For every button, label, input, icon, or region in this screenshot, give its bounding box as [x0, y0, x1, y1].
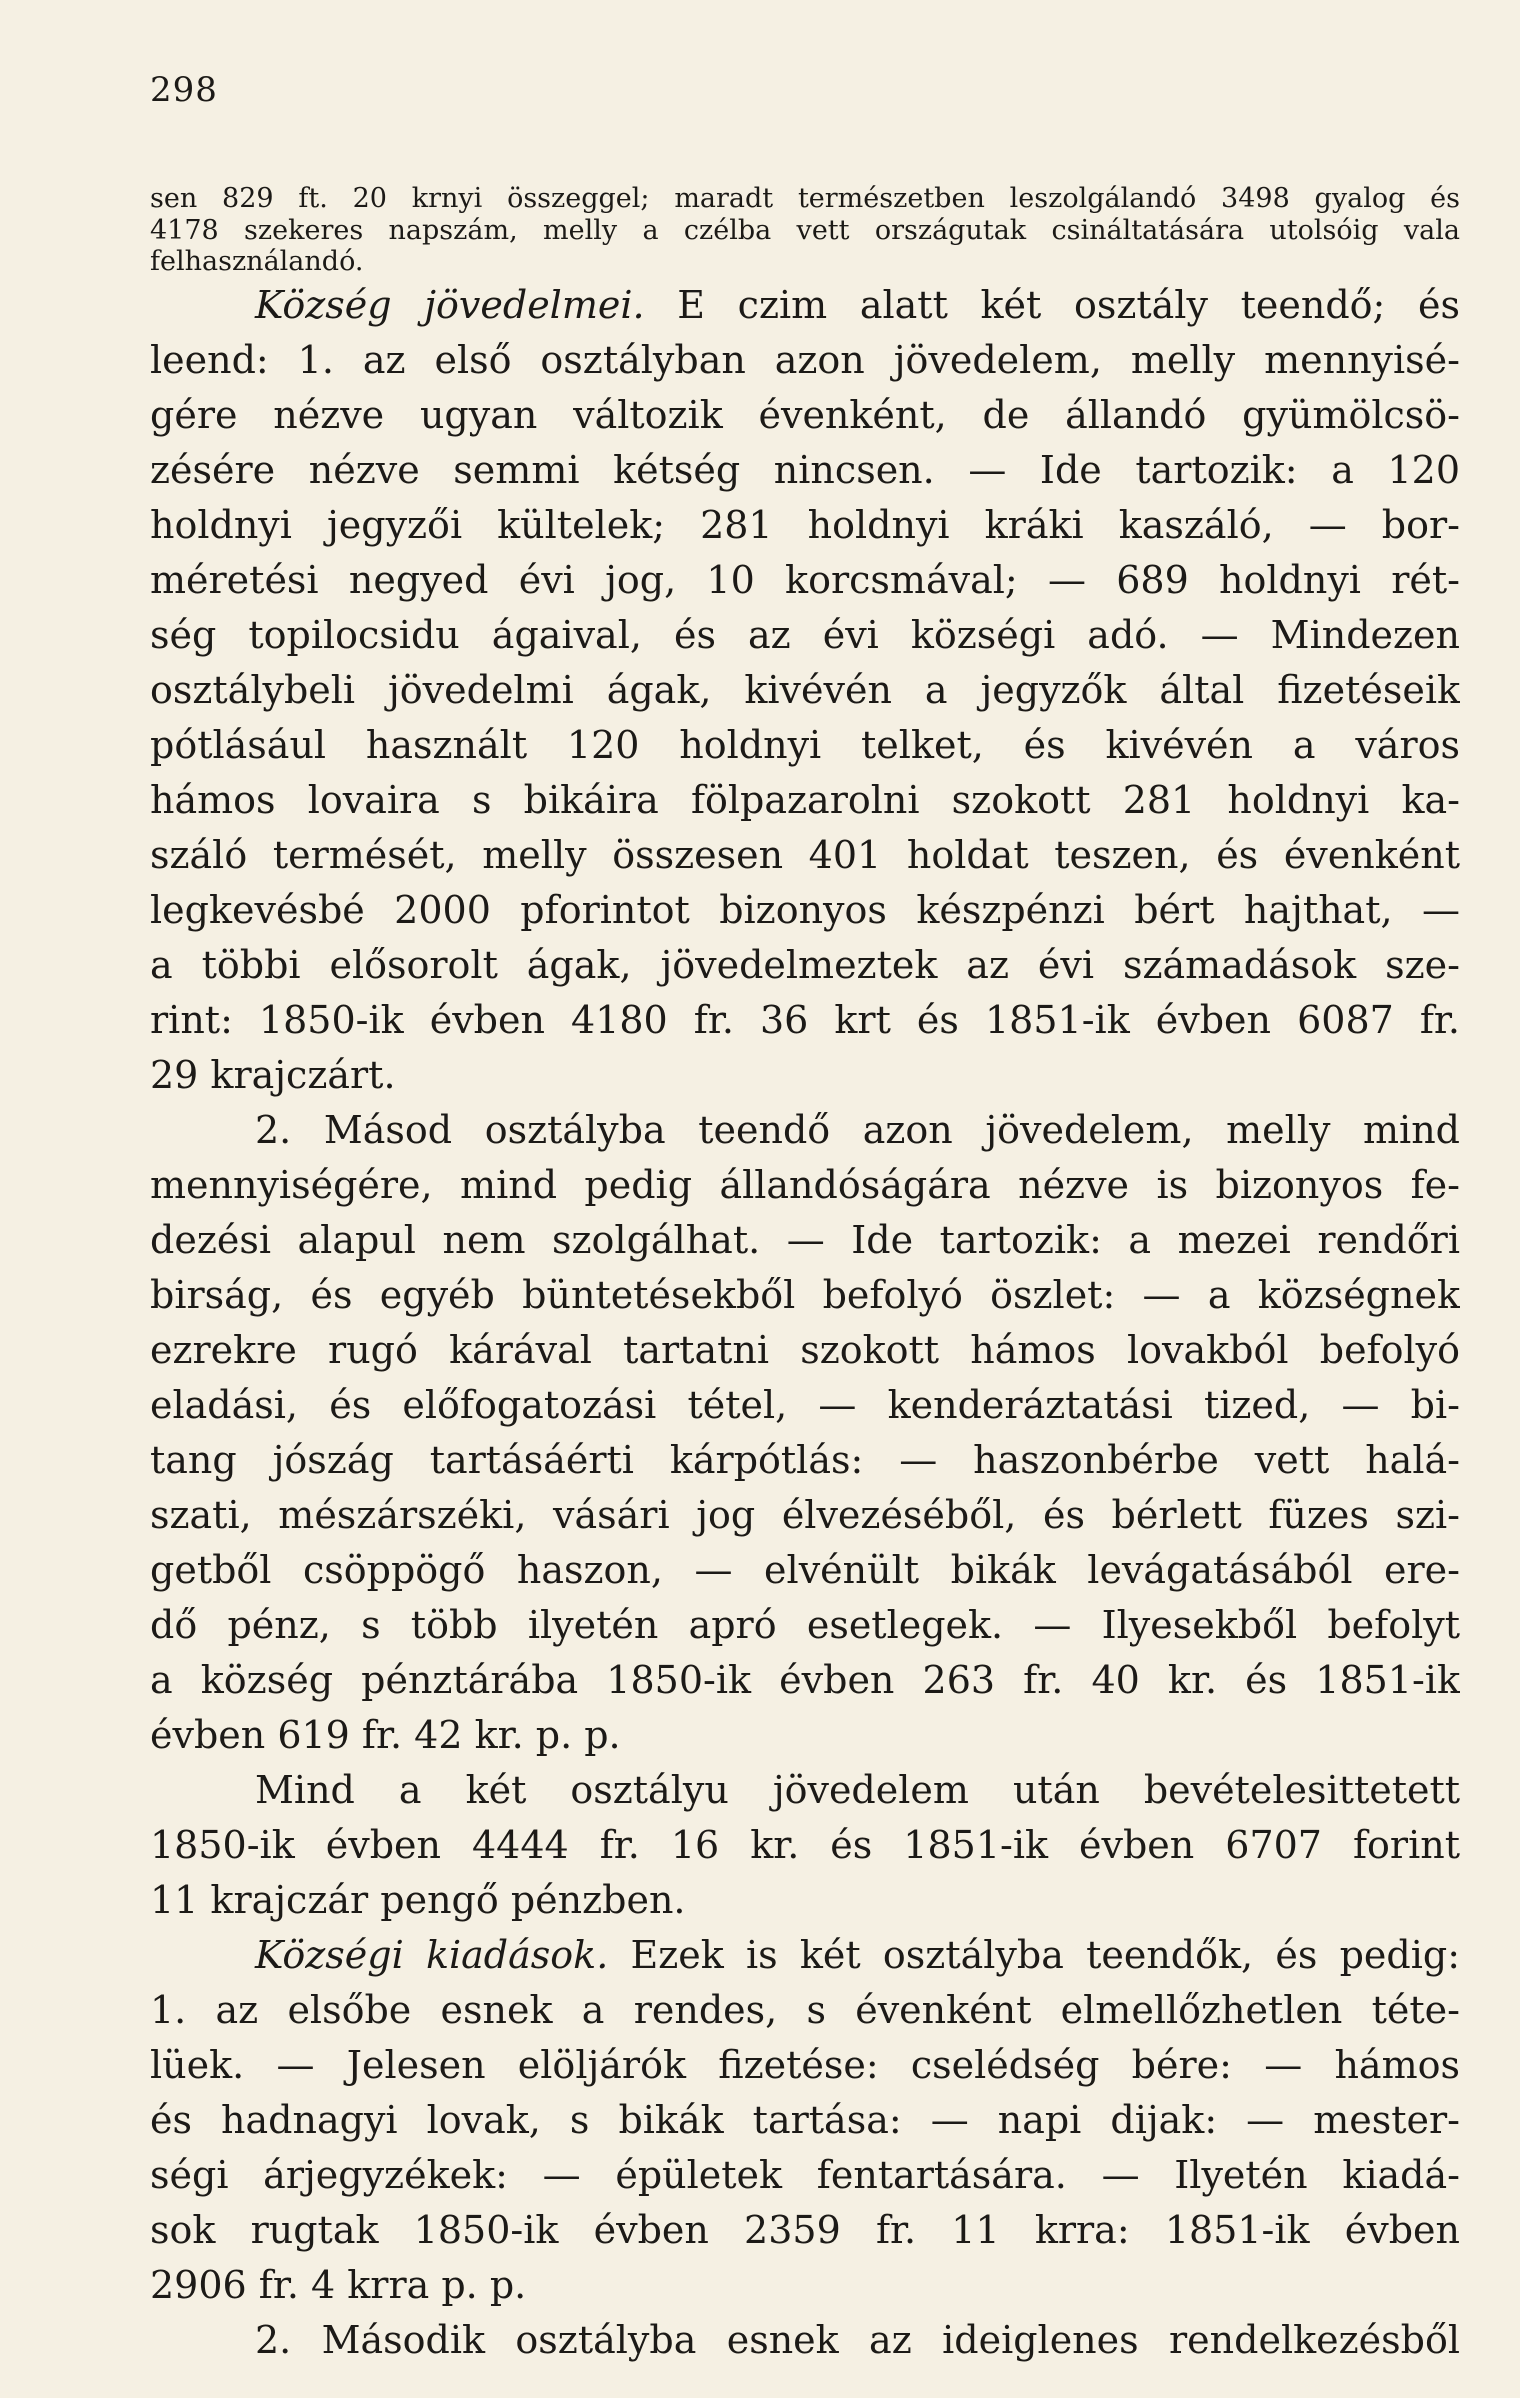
text-line: eladási, és előfogatozási tétel, — kenderáztatási tized, — bi-: [150, 1383, 1460, 1427]
text-line: a többi elősorolt ágak, jövedelmeztek az évi számadások sze-: [150, 943, 1460, 987]
text-line: ségi árjegyzékek: — épületek fentartására. — Ilyetén kiadá-: [150, 2153, 1460, 2197]
section-heading-rest: E czim alatt két osztály teendő; és: [644, 283, 1460, 327]
text-line: sok rugtak 1850-ik évben 2359 fr. 11 krra: 1851-ik évben: [150, 2208, 1460, 2252]
text-line: 1850-ik évben 4444 fr. 16 kr. és 1851-ik évben 6707 forint: [150, 1823, 1460, 1867]
text-line: méretési negyed évi jog, 10 korcsmával; — 689 holdnyi rét-: [150, 558, 1460, 602]
text-line: és hadnagyi lovak, s bikák tartása: — napi dijak: — mester-: [150, 2098, 1460, 2142]
text-line: szati, mészárszéki, vásári jog élvezéséből, és bérlett füzes szi-: [150, 1493, 1460, 1537]
text-line: száló termését, melly összesen 401 holdat teszen, és évenként: [150, 833, 1460, 877]
text-line: a község pénztárába 1850-ik évben 263 fr. 40 kr. és 1851-ik: [150, 1658, 1460, 1702]
text-line: holdnyi jegyzői kültelek; 281 holdnyi kráki kaszáló, — bor-: [150, 503, 1460, 547]
text-line: dő pénz, s több ilyetén apró esetlegek. — Ilyesekből befolyt: [150, 1603, 1460, 1647]
page-number: 298: [150, 70, 218, 110]
text-line: lüek. — Jelesen elöljárók fizetése: cselédség bére: — hámos: [150, 2043, 1460, 2087]
text-line: rint: 1850-ik évben 4180 fr. 36 krt és 1851-ik évben 6087 fr.: [150, 998, 1460, 1042]
text-line: hámos lovaira s bikáira fölpazarolni szokott 281 holdnyi ka-: [150, 778, 1460, 822]
text-line: birság, és egyéb büntetésekből befolyó öszlet: — a községnek: [150, 1273, 1460, 1317]
text-line: 29 krajczárt.: [150, 1053, 396, 1097]
section-heading-rest: Ezek is két osztályba teendők, és pedig:: [608, 1933, 1460, 1977]
text-line: 2906 fr. 4 krra p. p.: [150, 2263, 527, 2307]
text-line: felhasználandó.: [150, 246, 364, 277]
text-line: leend: 1. az első osztályban azon jövedelem, melly mennyisé-: [150, 338, 1460, 382]
text-line: legkevésbé 2000 pforintot bizonyos készpénzi bért hajthat, —: [150, 888, 1460, 932]
text-line: getből csöppögő haszon, — elvénült bikák levágatásából ere-: [150, 1548, 1460, 1592]
text-line: gére nézve ugyan változik évenként, de állandó gyümölcsö-: [150, 393, 1460, 437]
text-line: mennyiségére, mind pedig állandóságára nézve is bizonyos fe-: [150, 1163, 1460, 1207]
text-line: ezrekre rugó kárával tartatni szokott hámos lovakból befolyó: [150, 1328, 1460, 1372]
text-line: dezési alapul nem szolgálhat. — Ide tartozik: a mezei rendőri: [150, 1218, 1460, 1262]
text-line: 4178 szekeres napszám, melly a czélba vett országutak csináltatására utolsóig vala: [150, 214, 1460, 246]
text-line: 2. Másod osztályba teendő azon jövedelem, melly mind: [255, 1108, 1460, 1152]
section-heading-italic: Községi kiadások.: [255, 1933, 609, 1977]
section-heading-kozsegi-kiadasok: [150, 1928, 1460, 1983]
section-heading-italic: Község jövedelmei.: [255, 283, 645, 327]
text-line: ség topilocsidu ágaival, és az évi községi adó. — Mindezen: [150, 613, 1460, 657]
text-line: Mind a két osztályu jövedelem után bevételesittetett: [255, 1768, 1460, 1812]
section-heading-kozseg-jovedelmei: [150, 278, 1460, 333]
footnote-text: [150, 183, 1460, 278]
text-line: 1. az elsőbe esnek a rendes, s évenként elmellőzhetlen téte-: [150, 1988, 1460, 2032]
text-line: pótlásául használt 120 holdnyi telket, és kivévén a város: [150, 723, 1460, 767]
text-line: sen 829 ft. 20 krnyi összeggel; maradt természetben leszolgálandó 3498 gyalog és: [150, 183, 1460, 214]
text-line: tang jószág tartásáérti kárpótlás: — haszonbérbe vett halá-: [150, 1438, 1460, 1482]
main-text: [150, 278, 1460, 2368]
text-line: osztálybeli jövedelmi ágak, kivévén a jegyzők által fizetéseik: [150, 668, 1460, 712]
text-line: 11 krajczár pengő pénzben.: [150, 1878, 686, 1922]
text-line: zésére nézve semmi kétség nincsen. — Ide tartozik: a 120: [150, 448, 1460, 492]
text-line: évben 619 fr. 42 kr. p. p.: [150, 1713, 621, 1757]
text-line: 2. Második osztályba esnek az ideiglenes rendelkezésből: [255, 2318, 1460, 2362]
